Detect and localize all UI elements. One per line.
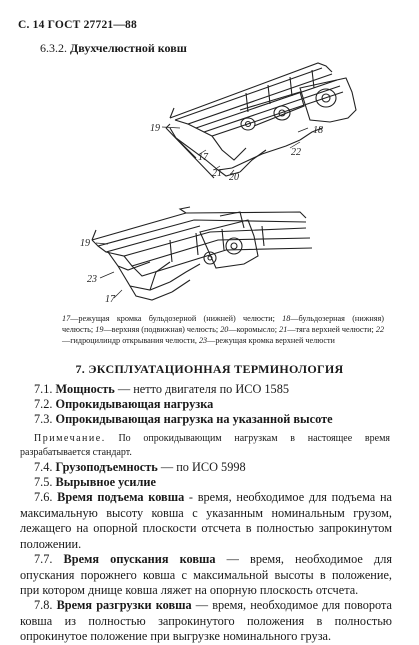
item-term: Время подъема ковша <box>57 490 185 504</box>
item-term: Время опускания ковша <box>63 552 216 566</box>
caption-num-23: 23 <box>198 336 208 345</box>
caption-text-22: —гидроцилиндр открывания челюсти, <box>62 336 197 345</box>
fig1-label-18: 18 <box>313 125 323 136</box>
item-text: - время, необходимое для подъема на максимальную высоту ковша с указанным номинальным грузом, лежащего на опорной плоскости отсчета в полностью запрокинутом положении. <box>20 490 393 552</box>
note <box>20 432 390 459</box>
fig1-label-19: 19 <box>150 123 160 134</box>
item-7-8 <box>20 598 393 644</box>
item-number: 7.7. <box>34 552 53 566</box>
page-header: С. 14 ГОСТ 27721—88 <box>18 19 137 31</box>
item-7-7 <box>20 552 392 599</box>
item-term: Мощность <box>55 382 115 396</box>
caption-text-23: —режущая кромка верхней челюсти <box>207 336 335 345</box>
note-text: По опрокидывающим нагрузкам в настоящее время разрабатывается стандарт. <box>20 433 390 458</box>
caption-text-19: —верхняя (подвижная) челюсть; <box>103 325 219 334</box>
caption-text-17: —режущая кромка бульдозерной (нижней) челюсти; <box>70 314 275 323</box>
caption-num-21: 21 <box>279 325 288 334</box>
item-text: — по ИСО 5998 <box>157 460 246 474</box>
item-term: Вырывное усилие <box>55 475 156 489</box>
item-text: — время, необходимое для поворота ковша из полностью запрокинутого положения в полностью опрокинутое положение при выгрузке номинального груза. <box>20 598 393 644</box>
figure-caption <box>62 313 384 346</box>
item-number: 7.2. <box>34 397 53 411</box>
item-text: — нетто двигателя по ИСО 1585 <box>114 382 290 396</box>
item-7-3 <box>34 412 333 428</box>
caption-num-17: 17 <box>62 314 71 323</box>
fig2-label-23: 23 <box>87 274 97 285</box>
caption-num-22: 22 <box>375 325 385 334</box>
section-title: Двухчелюстной ковш <box>70 41 187 55</box>
section-number: 6.3.2. <box>40 41 67 55</box>
item-7-6 <box>20 490 392 553</box>
fig2-label-19: 19 <box>80 238 90 249</box>
figure-bucket-closed <box>0 55 419 190</box>
item-number: 7.8. <box>34 598 53 612</box>
item-term: Время разгрузки ковша <box>56 598 192 612</box>
fig1-label-22: 22 <box>291 147 301 158</box>
item-number: 7.1. <box>34 382 53 396</box>
item-number: 7.4. <box>34 460 53 474</box>
item-7-2 <box>34 397 213 413</box>
section-7-heading: 7. ЭКСПЛУАТАЦИОННАЯ ТЕРМИНОЛОГИЯ <box>75 362 344 376</box>
section-6-3-2-heading <box>40 41 187 56</box>
fig1-label-20: 20 <box>229 172 239 183</box>
caption-num-18: 18 <box>282 314 291 323</box>
caption-text-21: —тяга верхней челюсти; <box>287 325 374 334</box>
fig2-label-17: 17 <box>105 294 115 305</box>
item-7-1 <box>34 382 289 398</box>
caption-num-20: 20 <box>220 325 229 334</box>
item-term: Опрокидывающая нагрузка на указанной высоте <box>55 412 333 426</box>
item-term: Опрокидывающая нагрузка <box>55 397 214 411</box>
caption-num-19: 19 <box>95 325 104 334</box>
figure-bucket-open <box>0 200 419 310</box>
item-text: — время, необходимое для опускания порожнего ковша с максимальной высоты в положение, при котором днище ковша ляжет на опорную плоскость отсчета. <box>20 552 392 598</box>
fig1-label-17: 17 <box>198 152 208 163</box>
item-term: Грузоподъемность <box>55 460 158 474</box>
item-7-5 <box>34 475 156 491</box>
item-7-4 <box>34 460 246 476</box>
item-number: 7.5. <box>34 475 53 489</box>
fig1-label-21: 21 <box>212 168 222 179</box>
item-number: 7.6. <box>34 490 53 504</box>
item-number: 7.3. <box>34 412 53 426</box>
caption-text-20: —коромысло; <box>228 325 278 334</box>
note-label: Примечание. <box>34 433 106 444</box>
caption-text-18: —бульдозерная (нижняя) челюсть; <box>62 314 384 334</box>
